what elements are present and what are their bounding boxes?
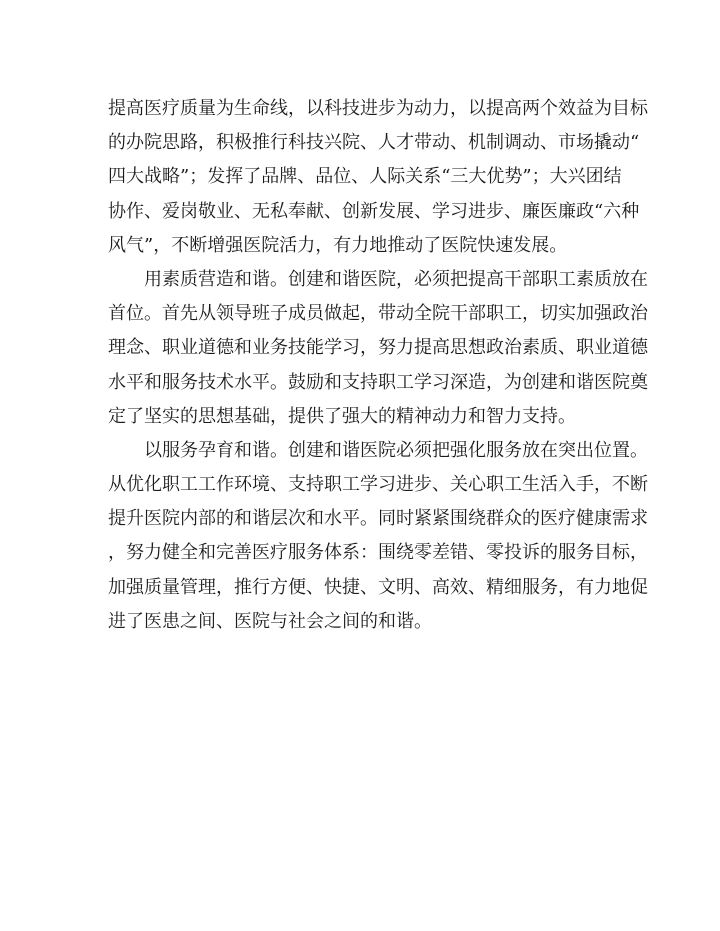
- text-line: 首位。首先从领导班子成员做起，带动全院干部职工，切实加强政治: [108, 303, 648, 325]
- text-line: 从优化职工工作环境、支持职工学习进步、关心职工生活入手，不断: [108, 474, 648, 496]
- text-line: 用素质营造和谐。创建和谐医院，必须把提高干部职工素质放在: [144, 268, 648, 290]
- text-line: 水平和服务技术水平。鼓励和支持职工学习深造，为创建和谐医院奠: [108, 371, 648, 393]
- paragraph-1: [108, 92, 648, 263]
- text-line: 定了坚实的思想基础，提供了强大的精神动力和智力支持。: [108, 405, 576, 427]
- text-line: 四大战略”；发挥了品牌、品位、人际关系“三大优势”；大兴团结: [108, 166, 622, 188]
- text-line: 提高医疗质量为生命线，以科技进步为动力，以提高两个效益为目标: [108, 98, 648, 119]
- text-line: 进了医患之间、医院与社会之间的和谐。: [108, 610, 432, 632]
- text-line: ，努力健全和完善医疗服务体系：围绕零差错、零投诉的服务目标，: [108, 542, 648, 564]
- text-line: 的办院思路，积极推行科技兴院、人才带动、机制调动、市场撬动“: [108, 132, 640, 154]
- text-line: 提升医院内部的和谐层次和水平。同时紧紧围绕群众的医疗健康需求: [108, 508, 648, 530]
- text-line: 协作、爱岗敬业、无私奉献、创新发展、学习进步、廉医廉政“六种: [108, 200, 640, 222]
- text-line: 风气”，不断增强医院活力，有力地推动了医院快速发展。: [108, 234, 568, 256]
- paragraph-2: [108, 263, 648, 434]
- paragraph-3: [108, 434, 648, 639]
- text-line: 理念、职业道德和业务技能学习，努力提高思想政治素质、职业道德: [108, 337, 648, 359]
- text-line: 加强质量管理，推行方便、快捷、文明、高效、精细服务，有力地促: [108, 576, 648, 598]
- text-line: 以服务孕育和谐。创建和谐医院必须把强化服务放在突出位置。: [144, 439, 648, 461]
- document-body: [108, 92, 648, 639]
